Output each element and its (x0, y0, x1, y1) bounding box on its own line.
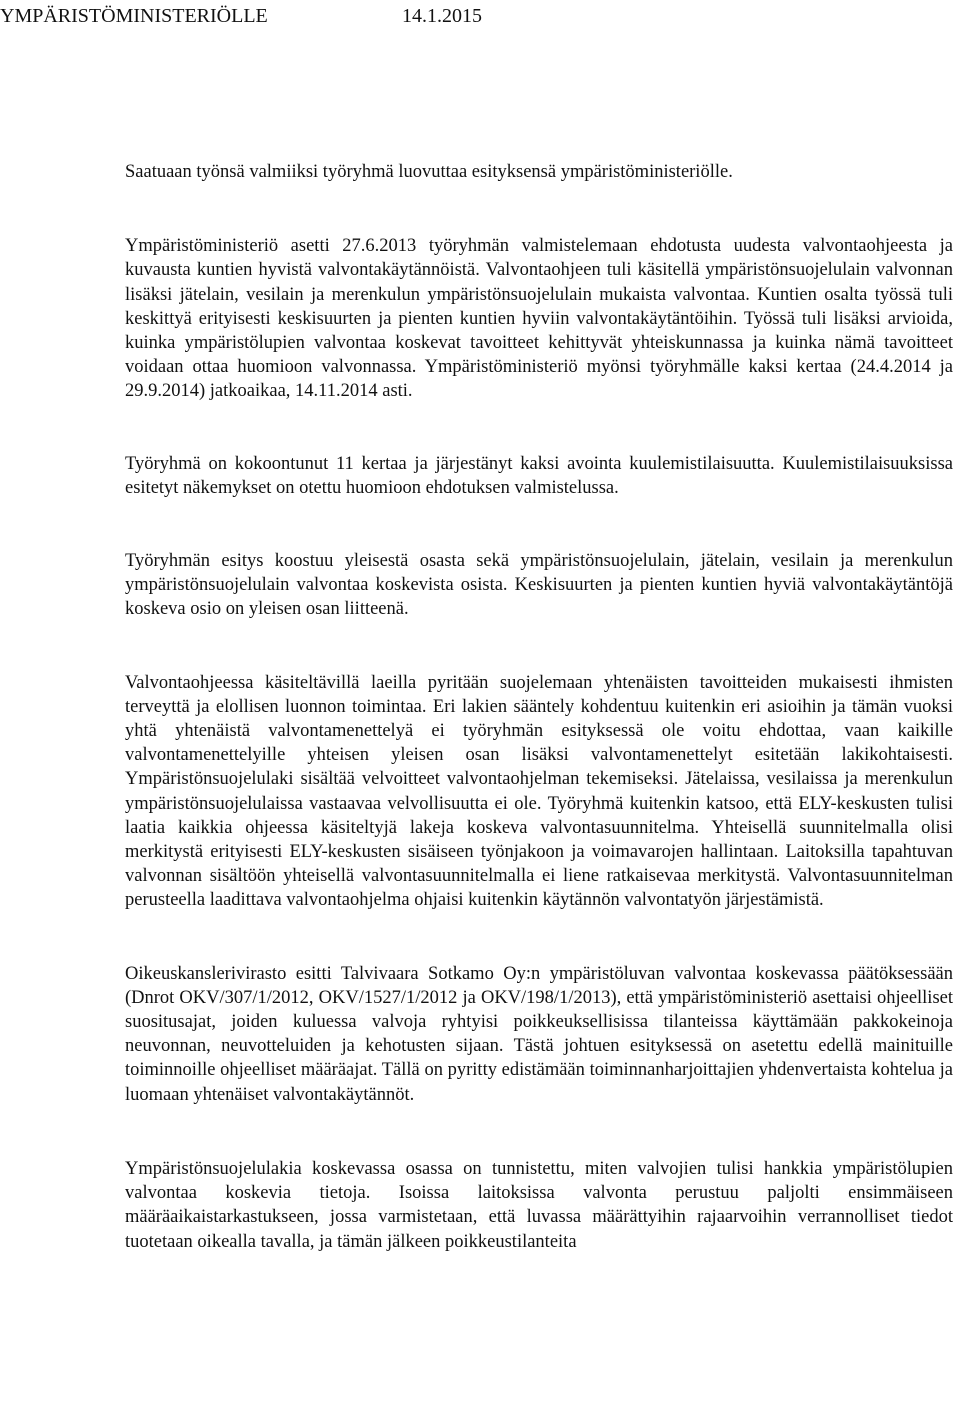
paragraph-handover: Saatuaan työnsä valmiiksi työryhmä luovuttaa esityksensä ympäristöministeriölle. (125, 162, 733, 182)
document-body (125, 160, 953, 1254)
document-date: 14.1.2015 (402, 5, 482, 27)
page-header (0, 3, 960, 29)
paragraph-environment-act: Ympäristönsuojelulakia koskevassa osassa on tunnistettu, miten valvojien tulisi hankkia ympäristölupien valvontaa koskevia tietoja. Isoissa laitoksissa valvonta perustuu paljolti ensimmäiseen määräaikaistarkastukseen, jossa varmistetaan, että luvassa määrättyihin rajaarvoihin verrannolliset tiedot tuotetaan oikealla tavalla, ja tämän jälkeen poikkeustilanteita (125, 1158, 953, 1252)
paragraph-structure: Työryhmän esitys koostuu yleisestä osasta sekä ympäristönsuojelulain, jätelain, vesilain ja merenkulun ympäristönsuojelulain valvontaa koskevista osista. Keskisuurten ja pienten kuntien hyviä valvontakäytäntöjä koskeva osio on yleisen osan liitteenä. (125, 551, 953, 620)
paragraph-meetings: Työryhmä on kokoontunut 11 kertaa ja järjestänyt kaksi avointa kuulemistilaisuutta. Kuulemistilaisuuksissa esitetyt näkemykset on otettu huomioon ehdotuksen valmistelussa. (125, 453, 953, 498)
paragraph-chancellor: Oikeuskanslerivirasto esitti Talvivaara Sotkamo Oy:n ympäristöluvan valvontaa koskevassa päätöksessään (Dnrot OKV/307/1/2012, OKV/1527/1/2012 ja OKV/198/1/2013), että ympäristöministeriö asettaisi ohjeelliset suositusajat, joiden kuluessa valvoja ryhtyisi poikkeuksellisissa tilanteissa käyttämään pakkokeinoja neuvonnan, neuvotteluiden ja kehotusten sijaan. Tästä johtuen esityksessä on asetettu edellä mainituille toiminnoille ohjeelliset määräajat. Tällä on pyritty edistämään toiminnanharjoittajien yhdenvertaista kohtelua ja luomaan yhtenäiset valvontakäytännöt. (125, 963, 953, 1105)
paragraph-laws: Valvontaohjeessa käsiteltävillä laeilla pyritään suojelemaan yhtenäisten tavoitteiden mukaisesti ihmisten terveyttä ja elollisen luonnon toimintaa. Eri lakien sääntely kohdentuu kuitenkin eri asioihin ja tämän vuoksi yhtä yhtenäistä valvontamenettelyä ei työryhmän esityksessä ole voitu ehdottaa, vaan kaikille valvontamenettelyille yhteisen yleisen osan lisäksi valvontamenettelyt esitetään lakikohtaisesti. Ympäristönsuojelulaki sisältää velvoitteet valvontaohjelman tekemiseksi. Jätelaissa, vesilaissa ja merenkulun ympäristönsuojelulaissa vastaavaa velvollisuutta ei ole. Työryhmä kuitenkin katsoo, että ELY-keskusten tulisi laatia kaikkia ohjeessa käsiteltyjä lakeja koskeva valvontasuunnitelma. Yhteisellä suunnitelmalla olisi merkitystä erityisesti ELY-keskusten sisäiseen työnjakoon ja voimavarojen hallintaan. Laitoksilla tapahtuvan valvonnan sisältöön yhteisellä valvontasuunnitelmalla ei liene ratkaisevaa merkitystä. Valvontasuunnitelman perusteella laadittava valvontaohjelma ohjaisi kuitenkin käytännön valvontatyön järjestämistä. (125, 672, 953, 911)
paragraph-assignment: Ympäristöministeriö asetti 27.6.2013 työryhmän valmistelemaan ehdotusta uudesta valvontaohjeesta ja kuvausta kuntien hyvistä valvontakäytännöistä. Valvontaohjeen tuli käsitellä ympäristönsuojelulain valvonnan lisäksi jätelain, vesilain ja merenkulun ympäristönsuojelulain mukaista valvontaa. Kuntien osalta työssä tuli keskittyä erityisesti keskisuurten ja pienten kuntien hyviin valvontakäytäntöihin. Työssä tuli lisäksi arvioida, kuinka ympäristölupien valvontaa koskevat tavoitteet kehittyvät yhteiskunnassa ja kuinka nämä tavoitteet voidaan ottaa huomioon valvonnassa. Ympäristöministeriö myönsi työryhmälle kaksi kertaa (24.4.2014 ja 29.9.2014) jatkoaikaa, 14.11.2014 asti. (125, 236, 953, 402)
recipient-title: YMPÄRISTÖMINISTERIÖLLE (0, 5, 268, 27)
